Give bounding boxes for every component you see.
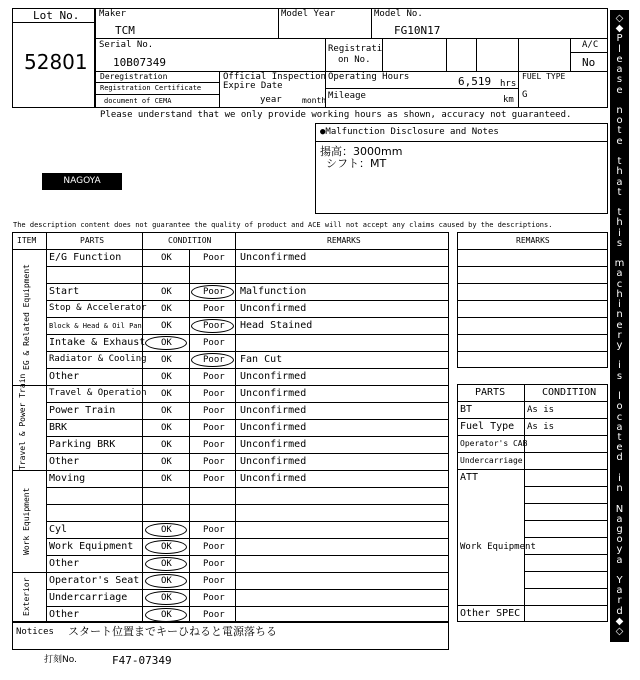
registration-label: Registrati	[328, 44, 383, 54]
serial-label: Serial No.	[99, 40, 154, 50]
side-banner: ◇ ◆ P l e a s e n o t e t h a t t h i s m a c h i n e r y i s l o c a t e d i n N a g o y a Y a r d ◆ ◇	[610, 10, 629, 642]
ok-circle-mark	[145, 591, 187, 605]
year-label: year	[260, 95, 282, 105]
registration-certificate-label: Registration Certificate	[100, 84, 202, 92]
row-part-label: Work Equipment	[49, 541, 134, 552]
row-part-label: Block & Head & Oil Pan	[49, 322, 142, 330]
spec-condition-header: CONDITION	[542, 387, 597, 398]
row-remark: Unconfirmed	[240, 252, 307, 263]
row-poor-label: Poor	[203, 525, 225, 535]
deregistration-label: Deregistration	[100, 72, 168, 81]
row-remark: Unconfirmed	[240, 405, 307, 416]
maker-value: TCM	[115, 24, 135, 37]
row-poor-label: Poor	[203, 389, 225, 399]
malfunction-line-1: 揚高：3000mm	[320, 145, 403, 158]
row-part-label: Cyl	[49, 524, 68, 535]
row-poor-label: Poor	[203, 593, 225, 603]
maker-label: Maker	[99, 9, 127, 19]
hours-notice: Please understand that we only provide working hours as shown, accuracy not guaranteed.	[100, 110, 572, 120]
ac-value: No	[582, 56, 596, 69]
spec-work-equipment-label: Work Equipment	[460, 542, 536, 552]
row-ok-label: OK	[161, 355, 172, 365]
poor-circle-mark	[191, 319, 234, 333]
group-travel-power: Travel & Power Train	[18, 373, 27, 470]
row-ok-label: OK	[161, 457, 172, 467]
model-year-label: Model Year	[281, 9, 336, 19]
row-part-label: BRK	[49, 422, 68, 433]
row-ok-label: OK	[161, 423, 172, 433]
spec-fuel-label: Fuel Type	[460, 421, 515, 432]
row-part-label: Intake & Exhaust	[49, 337, 146, 348]
fuel-type-label: FUEL TYPE	[522, 72, 566, 81]
row-part-label: Operator's Seat	[49, 575, 140, 586]
row-remark: Unconfirmed	[240, 303, 307, 314]
row-part-label: Moving	[49, 473, 86, 484]
group-eg-related: EG & Related Equipment	[22, 264, 31, 370]
operating-hours-label: Operating Hours	[328, 72, 410, 82]
lot-label: Lot No.	[33, 9, 80, 22]
row-poor-label: Poor	[203, 338, 225, 348]
spec-other-label: Other SPEC	[460, 608, 521, 619]
fuel-type-value: G	[522, 90, 528, 100]
right-remarks-header: REMARKS	[516, 236, 550, 245]
hrs-unit: hrs	[500, 79, 517, 89]
row-part-label: Other	[49, 371, 80, 382]
row-poor-label: Poor	[203, 457, 225, 467]
serial-value: 10B07349	[113, 56, 166, 69]
row-ok-label: OK	[161, 440, 172, 450]
row-poor-label: Poor	[203, 321, 225, 331]
row-ok-label: OK	[161, 372, 172, 382]
stamp-label: 打刻No.	[44, 655, 77, 665]
row-part-label: Start	[49, 286, 80, 297]
row-ok-label: OK	[161, 338, 172, 348]
inspection-label: Official Inspection	[223, 72, 326, 82]
spec-bt-value: As is	[527, 405, 555, 415]
row-remark: Unconfirmed	[240, 388, 307, 399]
row-remark: Unconfirmed	[240, 456, 307, 467]
row-part-label: Other	[49, 609, 80, 620]
ok-circle-mark	[145, 574, 187, 588]
row-poor-label: Poor	[203, 440, 225, 450]
item-header: ITEM	[17, 236, 37, 245]
malfunction-title: ●Malfunction Disclosure and Notes	[320, 127, 499, 137]
malfunction-line-2: シフト：MT	[326, 157, 387, 170]
row-ok-label: OK	[161, 559, 172, 569]
spec-parts-header: PARTS	[475, 387, 506, 398]
row-ok-label: OK	[161, 253, 172, 263]
row-ok-label: OK	[161, 542, 172, 552]
row-remark: Head Stained	[240, 320, 313, 331]
row-remark: Unconfirmed	[240, 422, 307, 433]
stamp-value: F47-07349	[112, 654, 172, 667]
ac-label: A/C	[582, 40, 599, 50]
notices-label: Notices	[16, 627, 54, 637]
ok-circle-mark	[145, 523, 187, 537]
row-remark: Unconfirmed	[240, 371, 307, 382]
row-poor-label: Poor	[203, 287, 225, 297]
spec-bt-label: BT	[460, 404, 473, 415]
condition-header: CONDITION	[168, 236, 212, 245]
row-remark: Unconfirmed	[240, 473, 307, 484]
spec-cab-label: Operator's CAB	[460, 439, 528, 448]
spec-att-label: ATT	[460, 472, 479, 483]
row-poor-label: Poor	[203, 576, 225, 586]
row-poor-label: Poor	[203, 304, 225, 314]
row-poor-label: Poor	[203, 423, 225, 433]
row-part-label: Undercarriage	[49, 592, 128, 603]
operating-hours-value: 6,519	[458, 75, 492, 88]
group-work-equipment: Work Equipment	[22, 487, 31, 555]
model-no-value: FG10N17	[394, 24, 441, 37]
row-poor-label: Poor	[203, 610, 225, 620]
ok-circle-mark	[145, 540, 187, 554]
group-exterior: Exterior	[22, 577, 31, 617]
poor-circle-mark	[191, 353, 234, 367]
month-label: month	[302, 96, 327, 105]
row-poor-label: Poor	[203, 474, 225, 484]
row-ok-label: OK	[161, 474, 172, 484]
poor-circle-mark	[191, 285, 234, 299]
row-part-label: Other	[49, 456, 80, 467]
row-poor-label: Poor	[203, 406, 225, 416]
model-no-label: Model No.	[374, 9, 423, 19]
km-unit: km	[503, 95, 514, 105]
row-ok-label: OK	[161, 321, 172, 331]
registration-label-2: on No.	[338, 55, 371, 65]
spec-fuel-value: As is	[527, 422, 555, 432]
row-part-label: Other	[49, 558, 80, 569]
row-ok-label: OK	[161, 287, 172, 297]
row-ok-label: OK	[161, 304, 172, 314]
row-part-label: Radiator & Cooling	[49, 354, 147, 364]
row-part-label: Power Train	[49, 405, 116, 416]
row-poor-label: Poor	[203, 355, 225, 365]
row-part-label: Travel & Operation	[49, 388, 147, 398]
row-poor-label: Poor	[203, 372, 225, 382]
row-ok-label: OK	[161, 593, 172, 603]
notices-text: スタート位置までキーひねると電源落ちる	[68, 625, 277, 638]
row-remark: Malfunction	[240, 286, 307, 297]
row-part-label: Stop & Accelerator	[49, 303, 147, 313]
location-label: NAGOYA	[63, 176, 101, 186]
row-poor-label: Poor	[203, 253, 225, 263]
row-remark: Unconfirmed	[240, 439, 307, 450]
row-ok-label: OK	[161, 389, 172, 399]
row-poor-label: Poor	[203, 559, 225, 569]
inspection-label-2: Expire Date	[223, 81, 283, 91]
remarks-header: REMARKS	[327, 236, 361, 245]
disclaimer: The description content does not guarantee the quality of product and ACE will not accept any claims caused by the descriptions.	[13, 221, 553, 229]
parts-header: PARTS	[80, 236, 105, 245]
row-remark: Fan Cut	[240, 354, 283, 365]
ok-circle-mark	[145, 557, 187, 571]
ok-circle-mark	[145, 608, 187, 622]
row-ok-label: OK	[161, 525, 172, 535]
row-ok-label: OK	[161, 406, 172, 416]
row-poor-label: Poor	[203, 542, 225, 552]
lot-number: 52801	[24, 50, 88, 74]
spec-undercarriage-label: Undercarriage	[460, 456, 523, 465]
row-ok-label: OK	[161, 610, 172, 620]
row-part-label: Parking BRK	[49, 439, 116, 450]
row-ok-label: OK	[161, 576, 172, 586]
cema-document-label: document of CEMA	[104, 97, 172, 105]
row-part-label: E/G Function	[49, 252, 122, 263]
ok-circle-mark	[145, 336, 187, 350]
mileage-label: Mileage	[328, 91, 366, 101]
